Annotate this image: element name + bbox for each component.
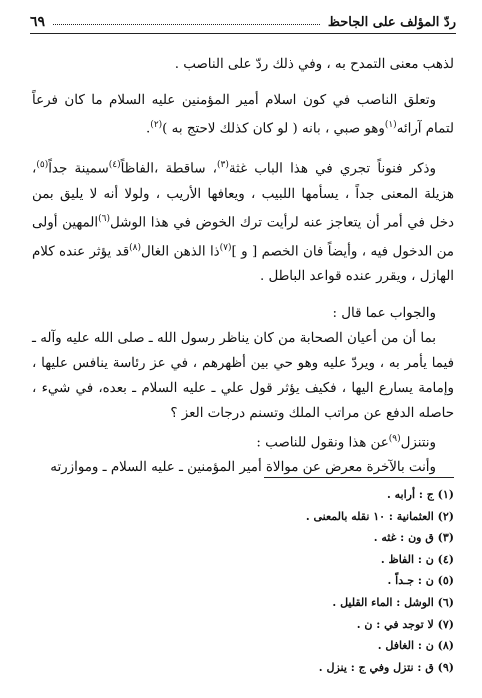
footnote-ref: (٢): [150, 120, 163, 131]
header-dot-leader: [53, 24, 320, 25]
footnote: (٩) ق : نتزل وفي ج : ينزل .: [318, 660, 454, 674]
footnote-ref: (٩): [388, 433, 401, 444]
footnote-ref: (٨): [129, 242, 141, 253]
text-fragment: وذكر فنوناً تجري في هذا الباب غثة: [228, 161, 436, 177]
text-line: عليها ، وإمامة يسارع اليها ، فكيف يؤثر قول علي ـ عليه السلام ـ بعده، في: [32, 355, 454, 397]
footnote-ref: (٣): [216, 160, 229, 171]
footnotes: [194, 484, 454, 678]
text-fragment: المهين أولى من الدخول فيه ، وأيضاً فان الخصم [ و ]: [32, 215, 454, 260]
text-fragment: الوشل: [109, 215, 147, 231]
footnote-ref: (٥): [36, 160, 49, 171]
text-fragment: لتمام آرائه: [396, 121, 454, 137]
text-fragment: سمينة: [74, 161, 109, 177]
page-header: [30, 8, 456, 30]
paragraph: [32, 301, 454, 326]
text-fragment: .: [146, 121, 151, 137]
paragraph: [32, 88, 454, 142]
footnote: (٦) الوشل : الماء القليل .: [332, 595, 454, 609]
footnote-ref: (٦): [98, 213, 110, 224]
paragraph: [32, 427, 454, 456]
text-fragment: الغال: [141, 244, 170, 260]
text-fragment: ، ساقطة ،الفاظاً: [120, 161, 217, 177]
text-fragment: قد يؤثر عنده كلام الهازل ، ويقرر عنده قواعد الباطل .: [32, 244, 454, 285]
footnote: (٥) ن : جـداً .: [387, 574, 454, 588]
footnote-rule: [264, 477, 454, 478]
text-line: والجواب عما قال :: [332, 305, 436, 321]
page-number: ٦٩: [30, 14, 46, 30]
text-fragment: وهو صبي ، بانه ( لو كان كذلك لاحتج به ): [162, 121, 385, 137]
footnote: (٨) ن : الغافل .: [377, 639, 454, 653]
main-text: [32, 52, 454, 480]
running-title: ردّ المؤلف على الجاحظ: [327, 15, 456, 30]
paragraph: [32, 52, 454, 77]
text-line: وأنت بالآخرة معرض عن موالاة أمير المؤمنين ـ عليه السلام ـ وموازرته: [50, 460, 436, 476]
footnote: (٤) ن : الفاظ .: [380, 552, 454, 566]
footnote: (٣) ق ون : غثه .: [373, 531, 454, 545]
footnote: (٧) لا توجد في : ن .: [356, 617, 454, 631]
footnote: (٢) العثمانية : ١٠ نقله بالمعنى .: [305, 509, 454, 523]
text-fragment: ذا الذهن: [173, 244, 220, 260]
text-line: وتعلق الناصب في كون اسلام أمير المؤمنين عليه السلام ما كان فرعاً: [32, 93, 436, 109]
footnote-ref: (٤): [108, 160, 121, 171]
text-line: شيء ، حاصله الدفع عن مراتب الملك وتسنم درجات العز ؟: [32, 381, 454, 422]
header-rule: [30, 33, 456, 34]
paragraph: [32, 326, 454, 427]
text-fragment: عن هذا ونقول للناصب :: [256, 434, 389, 450]
footnote-ref: (٧): [219, 242, 232, 253]
text-line: وآله ـ فيما يأمر به ، ويردّ عليه وهو حي بين أظهرهم ، في عز رئاسة ينافس: [32, 330, 454, 371]
text-fragment: جداً: [48, 161, 68, 177]
paragraph: [32, 153, 454, 289]
footnote: (١) ج : أرابه .: [386, 488, 454, 501]
text-line: يليق بمن دخل في أمر أن يتعاجز عنه لرأيت ترك الخوض في هذا: [32, 186, 454, 231]
footnote-ref: (١): [384, 120, 397, 131]
text-line: بما أن من أعيان الصحابة من كان يناظر رسول الله ـ صلى الله عليه: [65, 330, 436, 346]
text-fragment: ونتنزل: [400, 434, 436, 450]
text-fragment: ، هزيلة المعنى جداً ، يسأمها اللبيب ، ويعافها الأريب ، ولولا أنه لا: [32, 161, 454, 202]
text-line: لذهب معنى التمدح به ، وفي ذلك ردّ على الناصب .: [174, 57, 454, 72]
